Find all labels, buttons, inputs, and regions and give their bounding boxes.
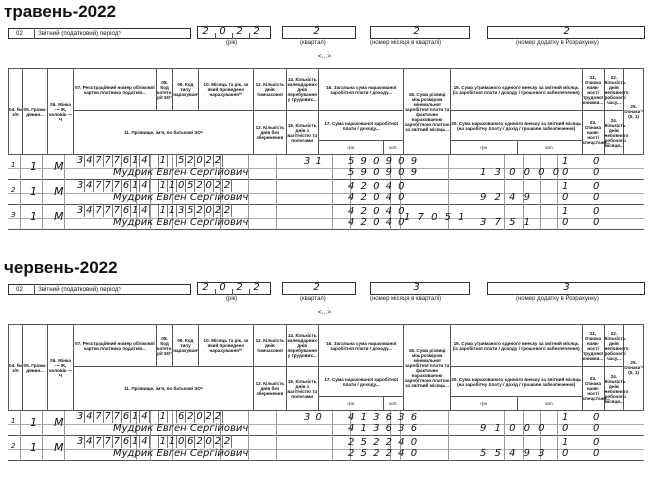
id-digit: 0 xyxy=(205,205,212,216)
divider xyxy=(20,436,21,461)
salary-accrued: 4 2 0 4 0 xyxy=(348,217,407,228)
header-c08: 08. Код катего-рії ЗО⁷ xyxy=(157,69,173,111)
divider xyxy=(332,436,333,461)
divider xyxy=(332,180,333,205)
id-digit: 2 xyxy=(214,180,222,191)
part-time-days: 0 xyxy=(593,206,600,217)
id-cells xyxy=(76,436,232,448)
header-c13: 13. Кількість днів без збереження xyxy=(254,367,286,411)
header-c13: 13. Кількість днів без збереження xyxy=(254,111,286,155)
quarter-value: 2 xyxy=(313,282,320,293)
special-service-flag: 0 xyxy=(562,167,569,178)
header-c14: 14. Кількість календарних днів перебування у трудових... xyxy=(286,69,318,111)
citizen-category: 1 xyxy=(30,416,37,429)
id-digit: 1 xyxy=(168,205,176,216)
id-digit: 2 xyxy=(196,436,203,447)
full-name: Мудрик Евген Сергійович xyxy=(113,217,249,228)
salary-total: 5 9 0 9 0 9 xyxy=(348,156,419,167)
workbook-flag: 1 xyxy=(562,206,569,217)
divider xyxy=(20,411,21,436)
divider xyxy=(232,33,233,39)
days-employed: 3 1 xyxy=(304,156,323,167)
id-digit: 1 xyxy=(159,411,166,422)
header-c10: 10. Місяць та рік, за який проведено нарахування¹⁰ xyxy=(198,69,254,111)
sex-value: М xyxy=(54,210,64,223)
full-name: Мудрик Евген Сергійович xyxy=(113,192,249,203)
divider xyxy=(42,436,43,461)
row-midline xyxy=(8,424,644,425)
salary-accrued: 5 9 0 9 0 9 xyxy=(348,167,419,178)
divider xyxy=(557,180,558,205)
year-digit: 2 xyxy=(202,26,209,37)
id-digit: 1 xyxy=(159,155,166,166)
sex-value: М xyxy=(54,416,64,429)
divider xyxy=(557,205,558,230)
header-c21: 21. Ознака наяв-ності трудової книжки... xyxy=(582,69,604,111)
id-digit: 2 xyxy=(187,411,194,422)
header-c15: 15. Кількість днів з вагітністю та пологами xyxy=(286,111,318,155)
header-c05: 05. Грома-дянин... xyxy=(22,69,47,155)
id-digit: 3 xyxy=(76,411,84,422)
id-digit: 6 xyxy=(177,411,185,422)
divider xyxy=(448,180,449,205)
id-digit xyxy=(168,155,177,167)
id-digit: 7 xyxy=(95,155,102,166)
header-c23: 23. Ознака наяв-ності спецстажу... xyxy=(582,111,604,155)
divider xyxy=(64,436,65,461)
row-number: 2 xyxy=(11,186,16,194)
divider xyxy=(215,33,216,39)
contribution-accrued: 9 1 0 0 0 xyxy=(480,423,548,434)
header-c21: 21. Ознака наяв-ності трудової книжки... xyxy=(582,325,604,367)
id-digit: 4 xyxy=(86,180,93,191)
sex-value: М xyxy=(54,441,64,454)
divider xyxy=(64,205,65,230)
header-c09: 09. Код типу нарахуван⁹ xyxy=(173,69,198,111)
year-digit: 2 xyxy=(236,26,243,37)
header-table xyxy=(8,68,644,155)
header-kop: коп. xyxy=(517,397,582,411)
citizen-category: 1 xyxy=(30,210,37,223)
id-digit: 7 xyxy=(113,155,121,166)
header-c08: 08. Код катего-рії ЗО⁷ xyxy=(157,325,173,367)
header-c07: 07. Реєстраційний номер облікової картки платника податків... xyxy=(73,325,156,367)
divider xyxy=(276,436,277,461)
period-code: 02 xyxy=(16,286,23,293)
header-c14: 14. Кількість календарних днів перебування у трудових... xyxy=(286,325,318,367)
workbook-flag: 1 xyxy=(562,156,569,167)
id-digit: 1 xyxy=(132,155,139,166)
id-digit: 3 xyxy=(76,436,84,447)
divider xyxy=(276,205,277,230)
id-digit: 1 xyxy=(132,180,139,191)
row-number: 2 xyxy=(11,442,16,450)
id-digit: 2 xyxy=(205,155,212,166)
header-kop: коп. xyxy=(517,141,582,155)
row-number: 3 xyxy=(11,211,16,219)
special-service-flag: 0 xyxy=(562,423,569,434)
id-digit: 4 xyxy=(141,205,148,216)
divider xyxy=(20,155,21,180)
id-digit: 0 xyxy=(177,180,185,191)
header-grn: грн xyxy=(318,397,383,411)
id-digit: 4 xyxy=(141,155,148,166)
header-c07: 07. Реєстраційний номер облікової картки платника податків... xyxy=(73,69,156,111)
row-midline xyxy=(8,449,644,450)
id-digit: 7 xyxy=(95,205,102,216)
id-digit: 7 xyxy=(113,205,121,216)
id-digit: 7 xyxy=(113,436,121,447)
part-time-days: 0 xyxy=(593,412,600,423)
contribution-accrued: 9 2 4 9 xyxy=(480,192,533,203)
appendix-value: 2 xyxy=(563,26,570,37)
id-digit: 1 xyxy=(132,205,139,216)
divider xyxy=(276,155,277,180)
header-c12: 12. Кількість днів тимчасової xyxy=(254,325,286,367)
id-digit: 5 xyxy=(187,205,194,216)
year-caption: (рік) xyxy=(226,296,238,302)
workbook-flag: 1 xyxy=(562,412,569,423)
id-digit xyxy=(168,411,177,423)
month-in-quarter-caption: (номер місяця в кварталі) xyxy=(370,40,442,46)
citizen-category: 1 xyxy=(30,160,37,173)
year-digit: 0 xyxy=(219,26,226,37)
divider xyxy=(276,411,277,436)
id-digit: 7 xyxy=(95,180,102,191)
header-c06: 06. Жінка — Ж, чоловік — Ч xyxy=(48,69,73,155)
divider xyxy=(232,289,233,295)
header-c17: 17. Сума нарахованої заробітної плати / доходу... xyxy=(318,367,404,397)
id-digit: 4 xyxy=(141,411,148,422)
id-digit: 4 xyxy=(86,205,93,216)
header-c10: 10. Місяць та рік, за який проведено нарахування¹⁰ xyxy=(198,325,254,367)
appendix-caption: (номер додатку в Розрахунку) xyxy=(516,296,599,302)
divider xyxy=(34,28,35,39)
salary-total: 2 5 2 2 4 0 xyxy=(348,437,419,448)
divider xyxy=(64,155,65,180)
quarter-caption: (квартал) xyxy=(300,296,326,302)
incomplete-month-days: 0 xyxy=(593,217,600,228)
id-digit: 7 xyxy=(113,411,121,422)
id-digit: 2 xyxy=(187,155,194,166)
id-digit: 4 xyxy=(86,436,93,447)
divider xyxy=(557,436,558,461)
sex-value: М xyxy=(54,160,64,173)
id-digit: 2 xyxy=(223,205,231,216)
appendix-value: 3 xyxy=(563,282,570,293)
header-c06: 06. Жінка — Ж, чоловік — Ч xyxy=(48,325,73,411)
year-caption: (рік) xyxy=(226,40,238,46)
divider xyxy=(34,284,35,295)
id-digit: 7 xyxy=(104,436,111,447)
header-c16: 16. Загальна сума нарахованої заробітної плати / доходу... xyxy=(318,325,404,367)
id-digit: 6 xyxy=(122,180,130,191)
row-midline xyxy=(8,218,644,219)
id-digit: 1 xyxy=(168,436,176,447)
part-time-days: 0 xyxy=(593,437,600,448)
id-digit: 1 xyxy=(168,180,176,191)
id-digit: 5 xyxy=(177,155,185,166)
header-c11: 11. Прізвище, ім'я, по батькові ЗО⁸ xyxy=(73,111,253,155)
id-digit: 0 xyxy=(205,180,212,191)
workbook-flag: 1 xyxy=(562,181,569,192)
month-title: червень-2022 xyxy=(4,258,118,277)
id-digit: 6 xyxy=(122,436,130,447)
salary-total: 4 2 0 4 0 xyxy=(348,206,407,217)
full-name: Мудрик Евген Сергійович xyxy=(113,167,249,178)
header-c23: 23. Ознака наяв-ності спецстажу... xyxy=(582,367,604,411)
incomplete-month-days: 0 xyxy=(593,448,600,459)
period-label: Звітний (податковий) період⁵ xyxy=(38,30,122,37)
header-grn: грн xyxy=(450,141,517,155)
id-digit: 7 xyxy=(104,155,111,166)
header-kop: коп. xyxy=(383,397,404,411)
id-digit xyxy=(150,180,159,192)
id-digit: 2 xyxy=(196,205,203,216)
id-digit: 7 xyxy=(113,180,121,191)
header-c24: 24. Кількість днів неповного робочого місяця... xyxy=(604,111,624,155)
divider xyxy=(557,411,558,436)
id-digit: 2 xyxy=(214,411,222,422)
header-c25: 25. Ознака¹⁷ (0, 1) xyxy=(624,325,644,411)
quarter-caption: (квартал) xyxy=(300,40,326,46)
id-digit: 3 xyxy=(76,180,84,191)
divider xyxy=(540,180,541,205)
divider xyxy=(540,205,541,230)
header-c22: 22. Кількість днів неповного робочого часу... xyxy=(604,69,624,111)
divider xyxy=(249,289,250,295)
id-cells xyxy=(76,155,223,167)
id-digit: 2 xyxy=(214,155,222,166)
divider xyxy=(42,180,43,205)
sex-value: М xyxy=(54,185,64,198)
header-c12: 12. Кількість днів тимчасової xyxy=(254,69,286,111)
citizen-category: 1 xyxy=(30,441,37,454)
period-label: Звітний (податковий) період⁵ xyxy=(38,286,122,293)
id-digit: 7 xyxy=(104,180,111,191)
salary-total: 4 1 3 6 3 6 xyxy=(348,412,419,423)
id-digit: 0 xyxy=(205,436,212,447)
divider xyxy=(215,289,216,295)
part-time-days: 0 xyxy=(593,181,600,192)
salary-total: 4 2 0 4 0 xyxy=(348,181,407,192)
days-employed: 3 0 xyxy=(304,412,323,423)
divider xyxy=(249,33,250,39)
id-digit: 0 xyxy=(177,436,185,447)
special-service-flag: 0 xyxy=(562,448,569,459)
id-digit: 2 xyxy=(205,411,212,422)
header-c09: 09. Код типу нарахуван⁹ xyxy=(173,325,198,367)
period-code: 02 xyxy=(16,30,23,37)
id-digit: 5 xyxy=(187,180,194,191)
id-digit: 1 xyxy=(159,180,166,191)
divider xyxy=(448,411,449,436)
month-in-quarter-value: 3 xyxy=(413,282,420,293)
id-digit xyxy=(150,411,159,423)
salary-accrued: 4 2 0 4 0 xyxy=(348,192,407,203)
id-digit: 2 xyxy=(214,205,222,216)
id-digit: 1 xyxy=(132,436,139,447)
incomplete-month-days: 0 xyxy=(593,167,600,178)
header-grn: грн xyxy=(318,141,383,155)
row-midline xyxy=(8,193,644,194)
contribution-accrued: 5 5 4 9 3 xyxy=(480,448,548,459)
divider xyxy=(276,180,277,205)
id-digit: 0 xyxy=(196,411,203,422)
header-table xyxy=(8,324,644,411)
citizen-category: 1 xyxy=(30,185,37,198)
header-c04: 04. № з/п xyxy=(9,325,23,411)
id-digit: 4 xyxy=(86,411,93,422)
contribution-accrued: 3 7 5 1 xyxy=(480,217,533,228)
full-name: Мудрик Евген Сергійович xyxy=(113,448,249,459)
header-c17: 17. Сума нарахованої заробітної плати / доходу... xyxy=(318,111,404,141)
year-digit: 2 xyxy=(236,282,243,293)
nav-arrows[interactable]: <...> xyxy=(318,309,332,316)
min-wage-difference: 1 7 0 5 1 xyxy=(404,212,467,223)
header-c16: 16. Загальна сума нарахованої заробітної плати / доходу... xyxy=(318,69,404,111)
divider xyxy=(20,205,21,230)
header-c19: 19. Сума утриманого єдиного внеску за звітний місяць (із заробітної плати / доходу / грошового забезпечення) xyxy=(450,325,582,367)
month-title: травень-2022 xyxy=(4,2,117,21)
header-c18: 18. Сума різниці між розміром мінімальної заробітної плати та фактично нарахованою заробітною платою за звітний місяць... xyxy=(404,325,450,411)
divider xyxy=(332,205,333,230)
nav-arrows[interactable]: <...> xyxy=(318,53,332,60)
id-digit: 6 xyxy=(187,436,194,447)
id-digit: 0 xyxy=(196,155,203,166)
id-digit: 3 xyxy=(76,155,84,166)
id-cells xyxy=(76,180,232,192)
id-digit: 6 xyxy=(122,205,130,216)
divider xyxy=(42,155,43,180)
id-digit xyxy=(150,436,159,448)
header-c22: 22. Кількість днів неповного робочого часу... xyxy=(604,325,624,367)
header-c20: 20. Сума нарахованого єдиного внеску за звітний місяць (на заробітну плату / дохід / грошове забезпечення) xyxy=(450,111,582,141)
divider xyxy=(332,155,333,180)
id-digit: 6 xyxy=(122,155,130,166)
id-digit: 1 xyxy=(132,411,139,422)
year-digit: 2 xyxy=(253,282,260,293)
header-kop: коп. xyxy=(383,141,404,155)
id-digit: 1 xyxy=(159,436,166,447)
divider xyxy=(42,411,43,436)
id-digit: 4 xyxy=(86,155,93,166)
month-in-quarter-caption: (номер місяця в кварталі) xyxy=(370,296,442,302)
id-digit: 4 xyxy=(141,436,148,447)
id-digit: 7 xyxy=(104,205,111,216)
divider xyxy=(42,205,43,230)
header-c11: 11. Прізвище, ім'я, по батькові ЗО⁸ xyxy=(73,367,253,411)
row-number: 1 xyxy=(11,161,16,169)
row-number: 1 xyxy=(11,417,16,425)
workbook-flag: 1 xyxy=(562,437,569,448)
header-c25: 25. Ознака¹⁷ (0, 1) xyxy=(624,69,644,155)
divider xyxy=(20,180,21,205)
full-name: Мудрик Евген Сергійович xyxy=(113,423,249,434)
divider xyxy=(448,436,449,461)
contribution-accrued: 1 3 0 0 0 0 xyxy=(480,167,562,178)
id-digit: 7 xyxy=(95,436,102,447)
id-digit: 2 xyxy=(196,180,203,191)
special-service-flag: 0 xyxy=(562,192,569,203)
incomplete-month-days: 0 xyxy=(593,423,600,434)
quarter-value: 2 xyxy=(313,26,320,37)
year-digit: 2 xyxy=(202,282,209,293)
salary-accrued: 4 1 3 6 3 6 xyxy=(348,423,419,434)
header-c04: 04. № з/п xyxy=(9,69,23,155)
id-digit: 6 xyxy=(122,411,130,422)
id-digit: 4 xyxy=(141,180,148,191)
id-cells xyxy=(76,205,232,217)
id-digit: 2 xyxy=(223,180,231,191)
header-c19: 19. Сума утриманого єдиного внеску за звітний місяць (із заробітної плати / доходу / грошового забезпечення) xyxy=(450,69,582,111)
id-digit xyxy=(150,205,159,217)
header-c24: 24. Кількість днів неповного робочого місяця... xyxy=(604,367,624,411)
divider xyxy=(64,180,65,205)
id-digit: 3 xyxy=(76,205,84,216)
appendix-caption: (номер додатку в Розрахунку) xyxy=(516,40,599,46)
divider xyxy=(448,155,449,180)
incomplete-month-days: 0 xyxy=(593,192,600,203)
id-digit: 7 xyxy=(95,411,102,422)
salary-accrued: 2 5 2 2 4 0 xyxy=(348,448,419,459)
header-c15: 15. Кількість днів з вагітністю та пологами xyxy=(286,367,318,411)
special-service-flag: 0 xyxy=(562,217,569,228)
header-c20: 20. Сума нарахованого єдиного внеску за звітний місяць (на заробітну плату / дохід / грошове забезпечення) xyxy=(450,367,582,397)
header-c18: 18. Сума різниці між розміром мінімальної заробітної плати та фактично нарахованою заробітною платою за звітний місяць... xyxy=(404,69,450,155)
year-digit: 2 xyxy=(253,26,260,37)
id-digit: 7 xyxy=(104,411,111,422)
id-digit: 3 xyxy=(177,205,185,216)
header-c05: 05. Грома-дянин... xyxy=(22,325,47,411)
header-grn: грн xyxy=(450,397,517,411)
divider xyxy=(64,411,65,436)
year-digit: 0 xyxy=(219,282,226,293)
id-cells xyxy=(76,411,223,423)
id-digit: 2 xyxy=(214,436,222,447)
id-digit: 1 xyxy=(159,205,166,216)
id-digit xyxy=(150,155,159,167)
id-digit: 2 xyxy=(223,436,231,447)
month-in-quarter-value: 2 xyxy=(413,26,420,37)
part-time-days: 0 xyxy=(593,156,600,167)
divider xyxy=(332,411,333,436)
